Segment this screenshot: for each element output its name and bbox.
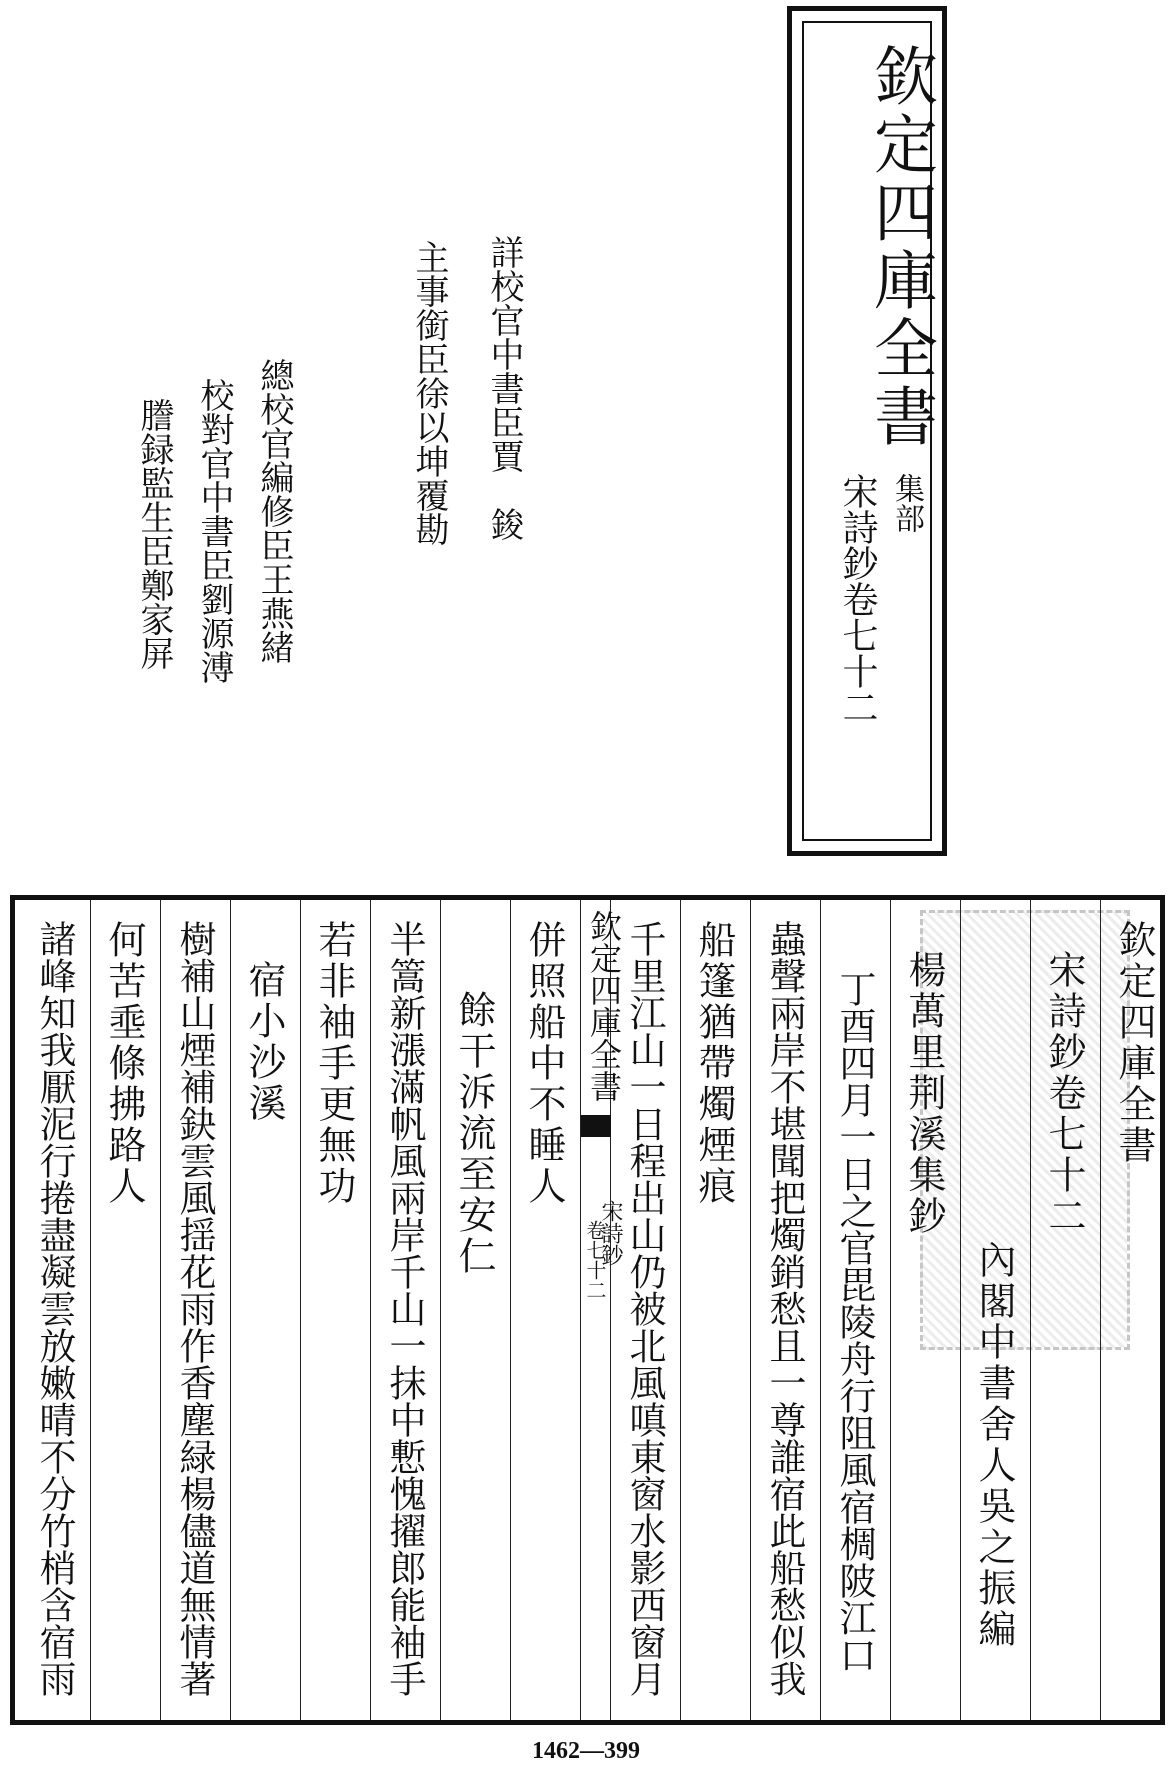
- column-rule: [300, 900, 301, 1720]
- column-rule: [510, 900, 511, 1720]
- volume-label: 宋詩鈔卷七十二: [837, 473, 878, 725]
- text-line: 宿小沙溪: [242, 960, 286, 1124]
- title-frame: [787, 6, 947, 856]
- page-number: 1462—399: [532, 1738, 640, 1764]
- column-rule: [680, 900, 681, 1720]
- column-rule: [1100, 900, 1101, 1720]
- text-line: 蟲聲兩岸不堪聞把燭銷愁且一尊誰宿此船愁似我: [763, 920, 806, 1697]
- text-line: 諸峰知我厭泥行捲盡凝雲放嫩晴不分竹梢含宿雨: [33, 920, 76, 1697]
- credit-proofreader: 詳校官中書臣賈 鋑: [484, 235, 524, 541]
- column-rule: [820, 900, 821, 1720]
- text-line: 千里江山一日程出山仍被北風嗔東窗水影西窗月: [623, 920, 666, 1697]
- column-rule: [230, 900, 231, 1720]
- text-line: 內閣中書舍人吳之振編: [972, 1240, 1016, 1650]
- folio-title: 欽定四庫全書: [585, 910, 623, 1102]
- title-inner-frame: [802, 21, 937, 841]
- column-rule: [750, 900, 751, 1720]
- column-rule: [160, 900, 161, 1720]
- column-rule: [90, 900, 91, 1720]
- folio-volume: 卷七十二: [583, 1220, 607, 1300]
- credit-copyist: 謄録監生臣鄭家屏: [134, 398, 174, 670]
- folio-book: 宋詩鈔: [598, 1200, 623, 1266]
- text-line: 宋詩鈔卷七十二: [1042, 950, 1086, 1237]
- credit-supervisor: 主事銜臣徐以坤覆勘: [409, 240, 449, 546]
- text-line: 楊萬里荆溪集鈔: [902, 950, 946, 1237]
- text-line: 餘干泝流至安仁: [452, 990, 496, 1277]
- text-line: 何苦埀條拂路人: [102, 920, 146, 1207]
- text-page: [10, 895, 1165, 1725]
- main-title: 欽定四庫全書: [863, 43, 937, 451]
- text-line: 若非袖手更無功: [312, 920, 356, 1207]
- column-rule: [440, 900, 441, 1720]
- text-line: 樹補山煙補鈌雲風揺花雨作香塵緑楊儘道無情著: [173, 920, 216, 1697]
- column-rule: [370, 900, 371, 1720]
- credit-chief-editor: 總校官編修臣王燕緒: [254, 358, 294, 664]
- column-rule: [1030, 900, 1031, 1720]
- text-line: 丁酉四月一日之官毘陵舟行阻風宿椆陂江口: [833, 970, 876, 1673]
- text-line: 半篙新漲滿帆風兩岸千山一抹中慙愧擢郎能袖手: [383, 920, 426, 1697]
- text-line: 船篷猶帶燭煙痕: [692, 920, 736, 1207]
- text-line: 併照船中不睡人: [522, 920, 566, 1207]
- text-line: 欽定四庫全書: [1112, 920, 1156, 1166]
- column-rule: [890, 900, 891, 1720]
- credit-collator: 校對官中書臣劉源溥: [194, 378, 234, 684]
- fishtail-mark: [581, 1115, 611, 1137]
- category-label: 集部: [889, 473, 924, 533]
- column-rule: [960, 900, 961, 1720]
